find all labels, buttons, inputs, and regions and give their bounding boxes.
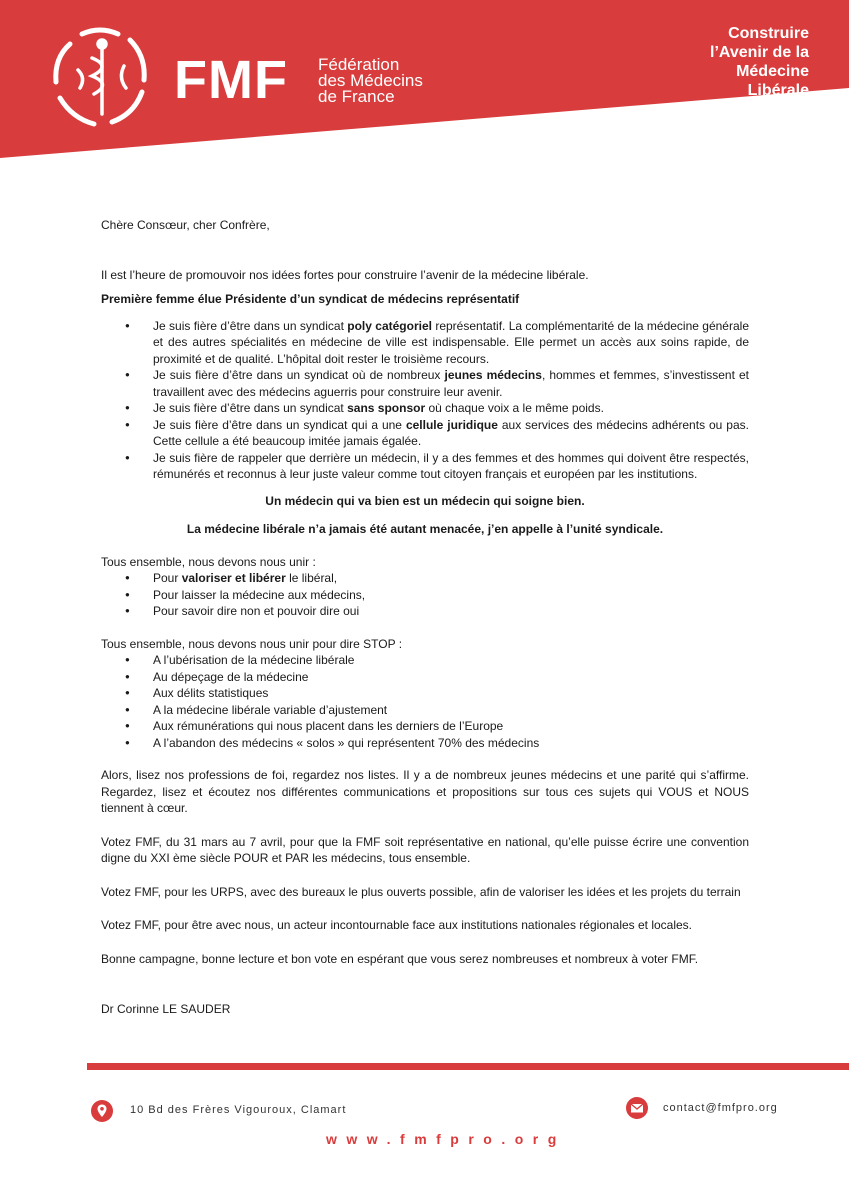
list-item-text: Je suis fière de rappeler que derrière un médecin, il y a des femmes et des hommes qui doivent être respectés, rémunérés et reconnus à leur juste valeur comme tout citoyen français et européen par les institutions.: [153, 450, 749, 481]
list-item: [101, 318, 749, 368]
tagline-line: Construire: [728, 25, 809, 42]
fmf-logo-mark-icon: [48, 22, 156, 130]
list-item: ● A la médecine libérale variable d’ajustement: [101, 702, 749, 719]
logo-text: FMF: [174, 50, 288, 110]
stop-list: [101, 652, 749, 751]
footer-email-link[interactable]: contact@fmfpro.org: [663, 1102, 778, 1114]
list-item-text: , hommes et femmes, s’investissent et travaillent avec des médecins aguerris pour construire leur avenir.: [153, 368, 749, 399]
signature: Dr Corinne LE SAUDER: [101, 1002, 231, 1016]
list-item: ● Au dépeçage de la médecine: [101, 669, 749, 686]
tagline-line: Médecine: [736, 63, 809, 80]
organization-name-line: de France: [318, 87, 395, 106]
list-item: [101, 570, 749, 587]
organization-name: [318, 57, 423, 105]
location-pin-icon: [91, 1100, 113, 1122]
organization-name-line: Fédération: [318, 55, 400, 74]
body-paragraph: Alors, lisez nos professions de foi, regardez nos listes. Il y a de nombreux jeunes médecins et une parité qui s’affirme. Regardez, lisez et écoutez nos différentes communications et propositions sur tous ces sujets qui VOUS et NOUS tiennent à cœur.: [101, 768, 749, 815]
list-item: [101, 417, 749, 450]
footer-divider: [87, 1063, 849, 1070]
letter-body: [101, 217, 749, 1018]
mail-icon[interactable]: [626, 1097, 648, 1119]
highlight-statement: Un médecin qui va bien est un médecin qui soigne bien.: [265, 493, 585, 508]
list-item: ● A l’abandon des médecins « solos » qui représentent 70% des médecins: [101, 735, 749, 752]
list-item-text: Pour: [153, 571, 182, 585]
highlight-statement: La médecine libérale n’a jamais été autant menacée, j’en appelle à l’unité syndicale.: [186, 522, 664, 536]
pride-list: [101, 318, 749, 483]
tagline-line: Libérale: [747, 82, 809, 99]
list-item: ● Aux délits statistiques: [101, 685, 749, 702]
tagline: [710, 24, 809, 100]
list-item-emphasis: valoriser et libérer: [181, 571, 286, 585]
list-item: ● A l’ubérisation de la médecine libérale: [101, 652, 749, 669]
list-item: [101, 587, 749, 604]
list-item-text: Je suis fière d’être dans un syndicat: [153, 318, 348, 333]
list-item-text: le libéral,: [285, 571, 338, 585]
list-item-text: Je suis fière d’être dans un syndicat où de nombreux: [153, 368, 445, 382]
list-item-text: Je suis fière d’être dans un syndicat qui a une: [153, 417, 406, 432]
list-item-emphasis: poly catégoriel: [347, 318, 432, 333]
list-item-emphasis: jeunes médecins: [444, 368, 542, 382]
salutation: Chère Consœur, cher Confrère,: [101, 218, 270, 232]
intro-paragraph: Il est l’heure de promouvoir nos idées fortes pour construire l’avenir de la médecine libérale.: [101, 267, 589, 282]
list-item-text: où chaque voix a le même poids.: [425, 401, 604, 415]
list-item-emphasis: cellule juridique: [405, 417, 498, 432]
body-paragraph: Votez FMF, pour être avec nous, un acteur incontournable face aux institutions nationales régionales et locales.: [101, 918, 693, 932]
list-item: [101, 400, 749, 417]
list-item-text: Pour laisser la médecine aux médecins,: [153, 587, 366, 602]
body-paragraph: Votez FMF, pour les URPS, avec des bureaux le plus ouverts possible, afin de valoriser les idées et les projets du terrain: [101, 884, 741, 899]
footer-address: 10 Bd des Frères Vigouroux, Clamart: [130, 1104, 347, 1116]
list-item: ● Aux rémunérations qui nous placent dans les derniers de l’Europe: [101, 718, 749, 735]
section-title: Première femme élue Présidente d’un syndicat de médecins représentatif: [101, 292, 520, 306]
organization-name-line: des Médecins: [318, 71, 423, 90]
stop-intro: Tous ensemble, nous devons nous unir pour dire STOP :: [101, 636, 403, 651]
list-item: [101, 450, 749, 483]
list-item-emphasis: sans sponsor: [347, 401, 426, 415]
list-item-text: aux services des médecins adhérents ou pas. Cette cellule a été beaucoup imitée jamais égalée.: [153, 417, 749, 448]
footer-website-link[interactable]: www.fmfpro.org: [326, 1131, 566, 1147]
list-item-text: représentatif. La complémentarité de la médecine générale et des autres spécialités en médecine de ville est indispensable. Elle permet un accès aux soins rapide, de proximité et de qualité. L’hôpital doit rester le troisième recours.: [153, 318, 749, 366]
body-paragraph: Votez FMF, du 31 mars au 7 avril, pour que la FMF soit représentative en national, qu’elle puisse écrire une convention digne du XXI ème siècle POUR et PAR les médecins, tous ensemble.: [101, 834, 749, 865]
unite-list: [101, 570, 749, 620]
unite-intro: Tous ensemble, nous devons nous unir :: [101, 554, 316, 569]
list-item-text: Pour savoir dire non et pouvoir dire oui: [153, 604, 360, 618]
body-paragraph: Bonne campagne, bonne lecture et bon vote en espérant que vous serez nombreuses et nombreux à voter FMF.: [101, 951, 699, 966]
list-item: [101, 367, 749, 400]
list-item: [101, 603, 749, 620]
letterhead: [0, 0, 849, 160]
list-item-text: Je suis fière d’être dans un syndicat: [153, 401, 348, 415]
tagline-line: l’Avenir de la: [710, 44, 809, 61]
